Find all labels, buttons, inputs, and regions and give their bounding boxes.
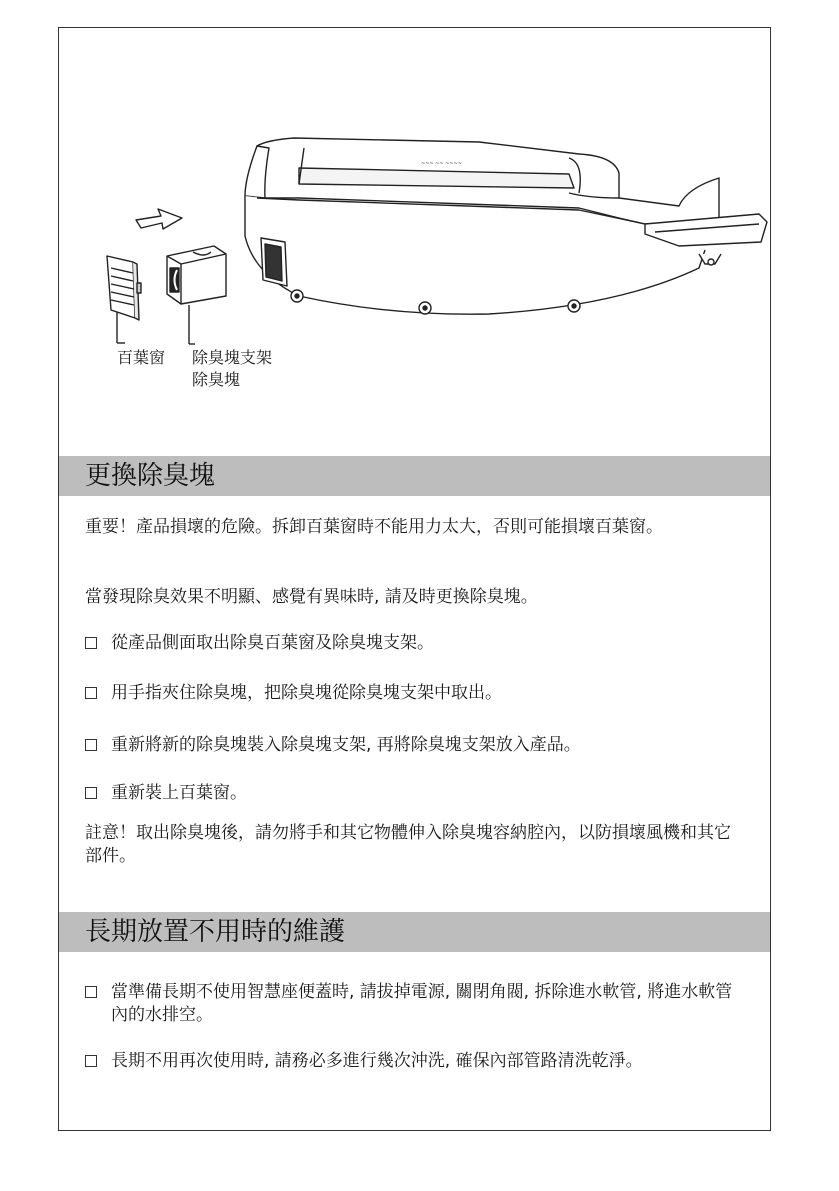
- warning-text: 重要！產品損壞的危險。拆卸百葉窗時不能用力太大，否則可能損壞百葉窗。: [85, 517, 663, 537]
- page-frame: [58, 27, 771, 1131]
- step-text: 長期不用再次使用時, 請務必多進行幾次沖洗, 確保內部管路清洗乾淨。: [111, 1051, 643, 1071]
- checkbox-icon: [85, 637, 97, 649]
- step-text: 當準備長期不使用智慧座便蓋時, 請拔掉電源, 關閉角閥, 拆除進水軟管, 將進水軟管內的水排空。: [111, 982, 733, 1025]
- direction-arrow-icon: [136, 209, 182, 229]
- section-title: 長期放置不用時的維護: [85, 917, 346, 947]
- step-text: 重新將新的除臭塊裝入除臭塊支架, 再將除臭塊支架放入產品。: [111, 735, 581, 755]
- step-text: 用手指夾住除臭塊，把除臭塊從除臭塊支架中取出。: [111, 683, 502, 703]
- louver-part: [107, 256, 141, 320]
- label-louver: 百葉窗: [117, 348, 166, 367]
- checkbox-icon: [85, 1055, 97, 1067]
- checkbox-icon: [85, 739, 97, 751]
- product-illustration: [59, 28, 772, 448]
- intro-text: 當發現除臭效果不明顯、感覺有異味時, 請及時更換除臭塊。: [85, 587, 538, 607]
- checkbox-icon: [85, 986, 97, 998]
- checkbox-icon: [85, 787, 97, 799]
- label-deodorizer-block: 除臭塊: [192, 370, 241, 389]
- step-text: 重新裝上百葉窗。: [111, 783, 247, 803]
- toilet-seat-product: [245, 138, 767, 314]
- label-deodorizer-holder: 除臭塊支架: [192, 348, 273, 367]
- section-header-replace-deodorizer: [59, 456, 770, 496]
- step-text: 從產品側面取出除臭百葉窗及除臭塊支架。: [111, 633, 434, 653]
- section-header-long-term-storage: [59, 912, 770, 952]
- svg-text:~~~ ~~ ~~~~: ~~~ ~~ ~~~~: [421, 161, 462, 167]
- deodorizer-holder-part: [167, 246, 226, 304]
- caution-note: 註意！取出除臭塊後，請勿將手和其它物體伸入除臭塊容納腔內，以防損壞風機和其它部件。: [85, 823, 731, 866]
- section-title: 更換除臭塊: [85, 461, 216, 491]
- checkbox-icon: [85, 687, 97, 699]
